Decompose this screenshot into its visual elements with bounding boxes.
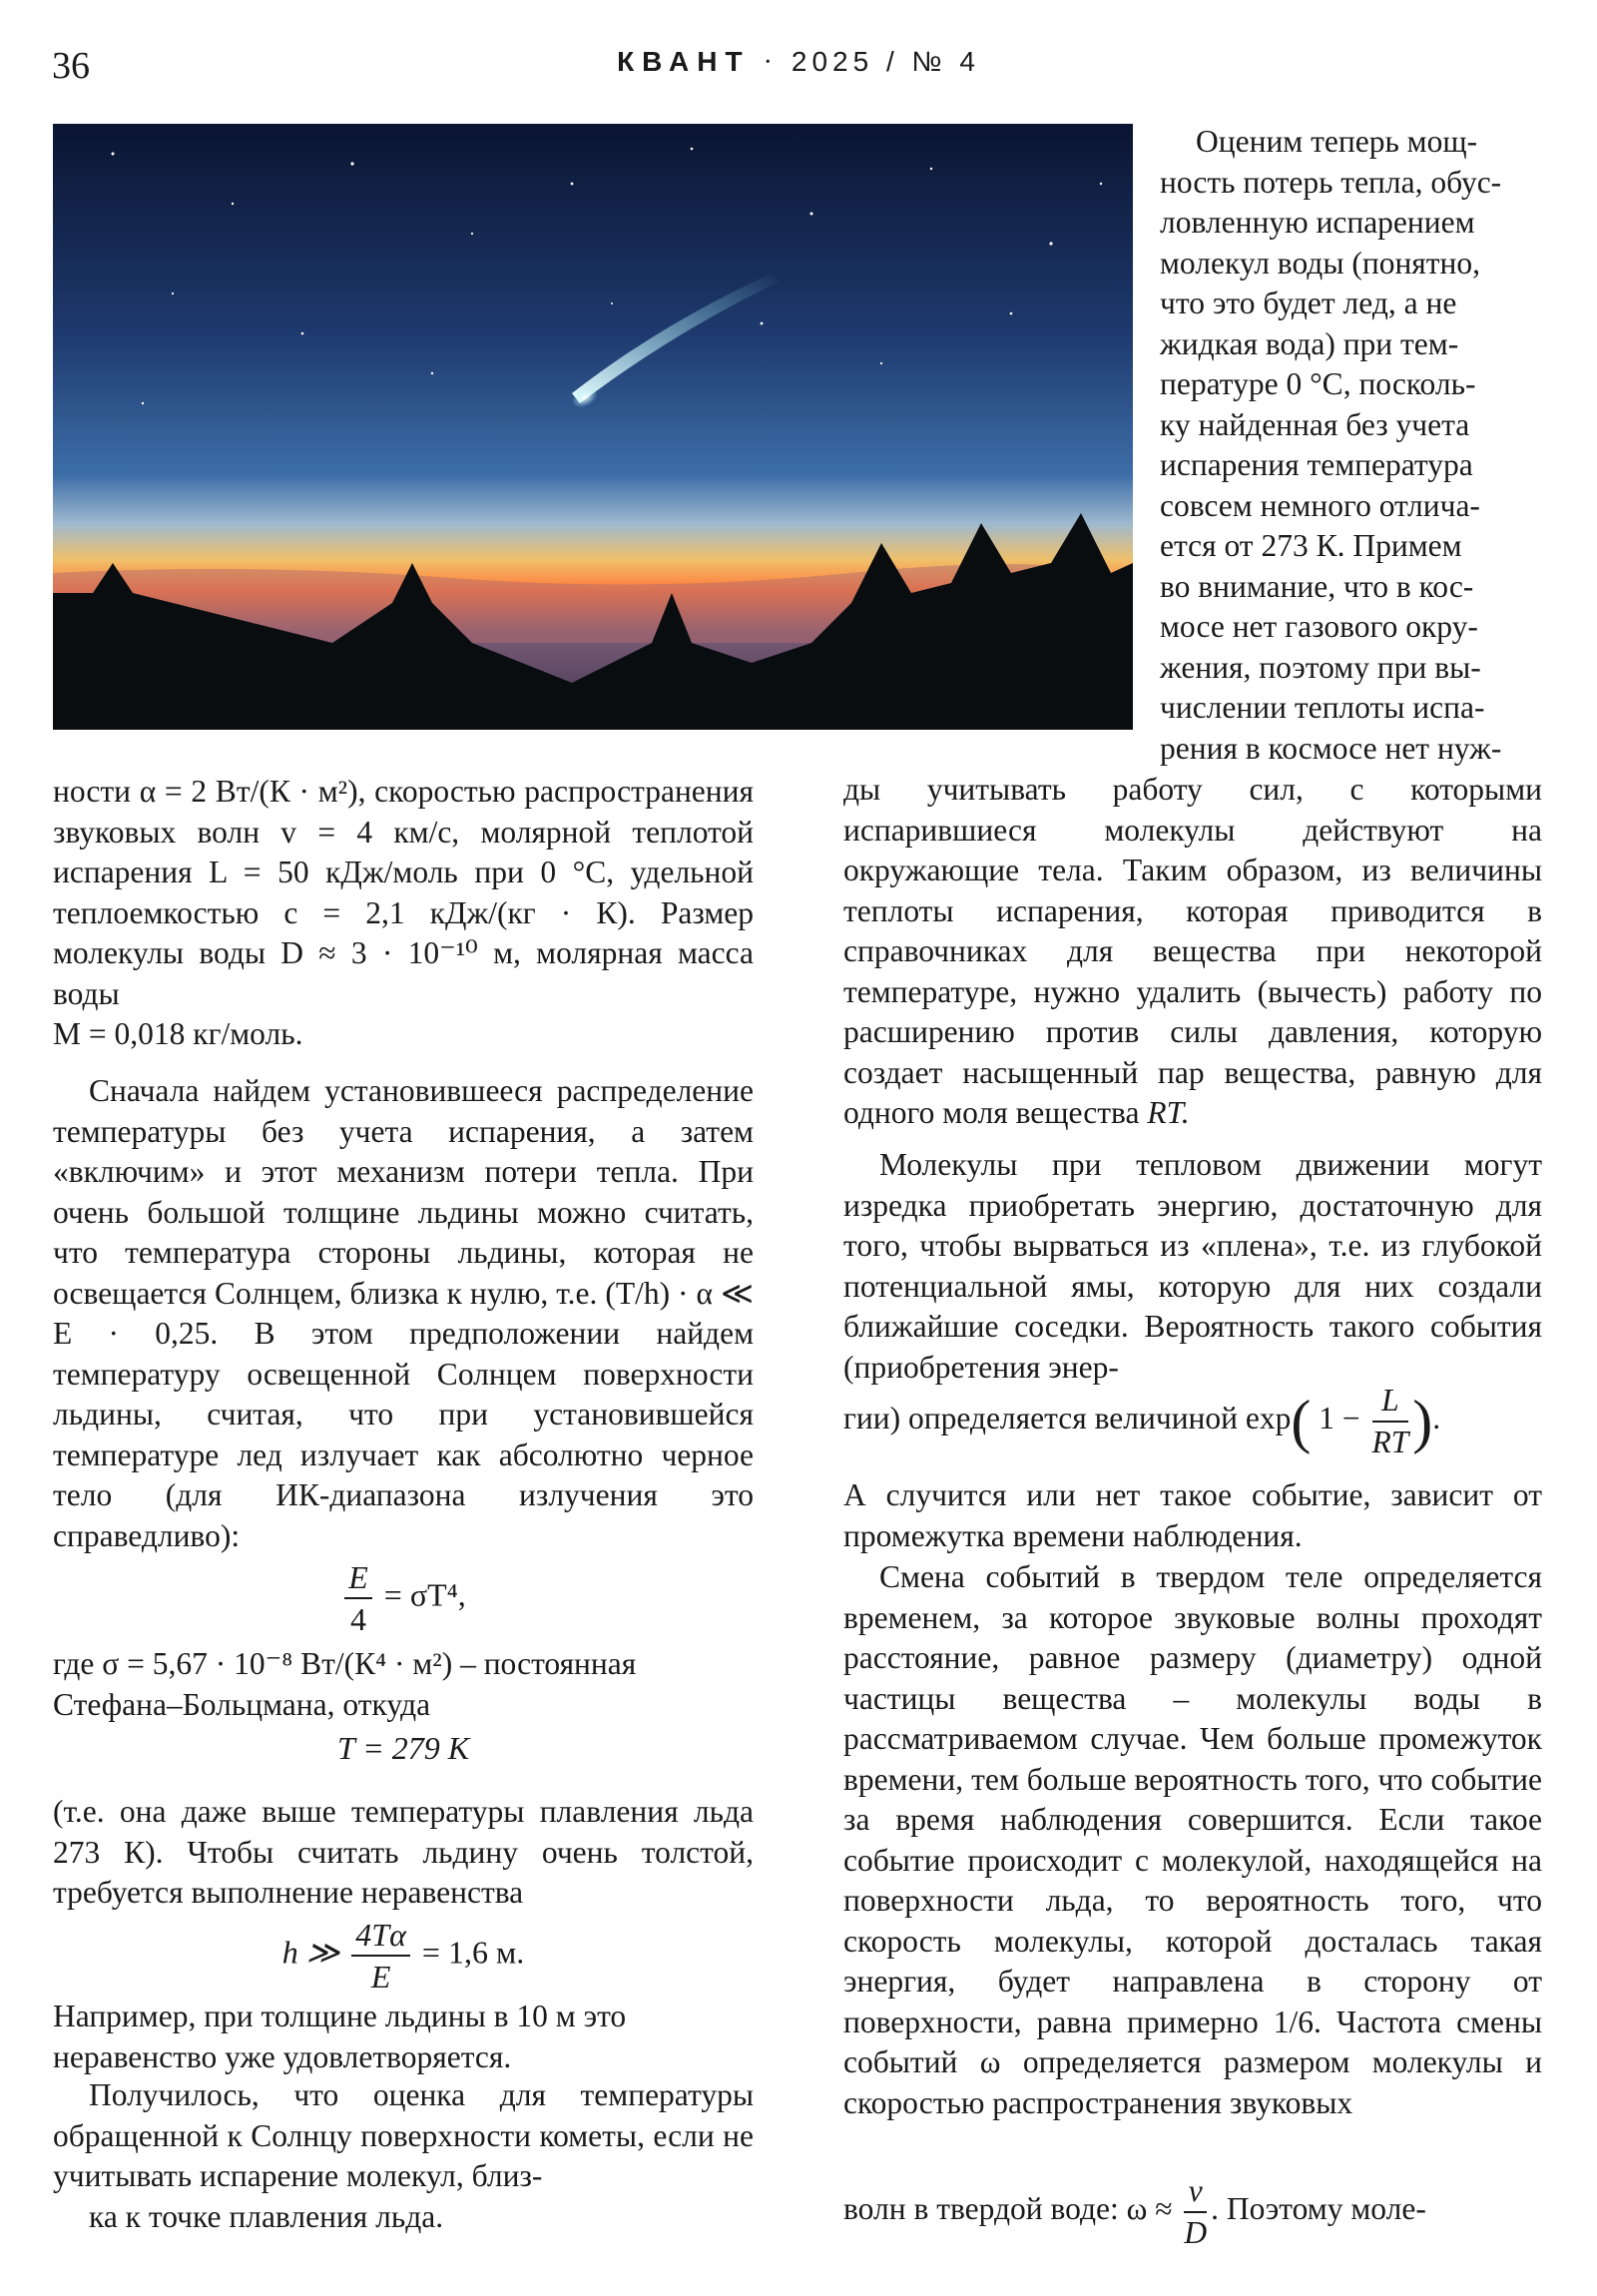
page-number: 36 <box>52 45 90 87</box>
right-intro-lines <box>1160 122 1542 769</box>
intro-line: пературе 0 °С, посколь- <box>1160 366 1476 401</box>
intro-line: жидкая вода) при тем- <box>1160 325 1459 361</box>
omega-fraction: $\frac{v}{D}$ <box>1184 2173 1208 2250</box>
left-paragraph-4: Получилось, что оценка для температуры обращенной к Солнцу поверхности кометы, если не учитывать испарение молекул, близ- ка к точке плавления льда. <box>53 2077 754 2234</box>
running-head <box>0 46 1597 79</box>
issue-number: 2025 / № 4 <box>791 46 980 77</box>
intro-line: числении теплоты испа- <box>1160 690 1485 725</box>
intro-line: жения, поэтому при вы- <box>1160 649 1481 685</box>
intro-line: совсем немного отлича- <box>1160 487 1480 523</box>
intro-line: испарения температура <box>1160 447 1473 482</box>
left-paragraph-0: ности α = 2 Вт/(К · м²), скоростью распространения звуковых волн v = 4 км/с, молярной теплотой испарения L = 50 кДж/моль при 0 °С, удельной теплоемкостью c = 2,1 кДж/(кг · К). Размер молекулы воды D ≈ 3 · 10⁻¹⁰ м, молярная масса воды M = 0,018 кг/моль. <box>53 774 754 1051</box>
exp-fraction: $\frac{L}{RT}$ <box>1371 1383 1409 1459</box>
right-paragraph-2-end: А случится или нет такое событие, зависит от промежутка времени наблюдения. <box>843 1477 1542 1553</box>
intro-line: ку найденная без учета <box>1160 406 1470 442</box>
intro-line: во внимание, что в кос- <box>1160 568 1474 604</box>
right-paragraph-3: Смена событий в твердом теле определяется временем, за которое звуковые волны проходят расстояние, равное размеру (диаметру) одной частицы вещества – молекулы воды в рассматриваемом случае. Чем больше промежуток времени, тем больше вероятность того, что событие за время наблюдения совершится. Если такое событие происходит с молекулой, находящейся на поверхности льда, то вероятность того, что скорость молекулы, которой досталась такая энергия, будет направлена в сторону от поверхности, равна примерно 1/6. Частота смены событий ω определяется размером молекулы и скоростью распространения звуковых <box>843 1559 1542 2120</box>
right-paragraph-2: Молекулы при тепловом движении могут изредка приобретать энергию, достаточную для того, чтобы вырваться из «плена», т.е. из глубокой потенциальной ямы, которую для них создали ближайшие соседки. Вероятность такого события (приобретения энер- <box>843 1147 1542 1385</box>
left-paragraph-1: Сначала найдем установившееся распределение температуры без учета испарения, а затем «включим» и этот механизм потери тепла. При очень большой толщине льдины можно считать, что температура стороны льдины, которая не освещается Солнцем, близка к нулю, т.е. (T/h) · α ≪ E · 0,25. В этом предположении найдем температуру освещенной Солнцем поверхности льдины, считая, что при установившейся температуре лед излучает как абсолютно черное тело (для ИК-диапазона излучения это справедливо): <box>53 1073 754 1553</box>
formula-thickness: h ≫ $\frac{4T\alpha}{E}$ = 1,6 м. <box>281 1917 525 1995</box>
right-paragraph-1-continued: ды учитывать работу сил, с которыми испарившиеся молекулы действуют на окружающие тела. Таким образом, из величины теплоты испарения, которая приводится в справочниках для вещества при некоторой температуре, нужно удалить (вычесть) работу по расширению против силы давления, которую создает насыщенный пар вещества, равную для одного моля вещества RT. <box>843 772 1542 1130</box>
intro-line: ловленную испарением <box>1160 205 1475 240</box>
formula-temperature: T = 279 К <box>336 1730 470 1766</box>
journal-title: КВАНТ <box>617 46 751 77</box>
formula-4ta-over-e: $\frac{4T\alpha}{E}$ <box>351 1915 410 1997</box>
intro-line: мосе нет газового окру- <box>1160 609 1478 644</box>
intro-line: рения в космосе нет нуж- <box>1160 730 1502 766</box>
left-sigma-text: где σ = 5,67 · 10⁻⁸ Вт/(К⁴ · м²) – постоянная Стефана–Больцмана, откуда <box>53 1646 637 1722</box>
formula-e-over-4: $\frac{E}{4}$ <box>344 1557 372 1639</box>
left-paragraph-3: Например, при толщине льдины в 10 м это неравенство уже удовлетворяется. <box>53 1999 627 2074</box>
intro-line: что это будет лед, а не <box>1160 286 1457 320</box>
comet-photo <box>53 124 1133 730</box>
right-paragraph-3-last-line: волн в твердой воде: ω ≈ $\frac{v}{D}$ . Поэтому моле- <box>843 2171 1542 2253</box>
intro-line: молекул воды (понятно, <box>1160 245 1481 281</box>
header-separator: · <box>763 47 779 78</box>
left-paragraph-2: (т.е. она даже выше температуры плавления льда 273 К). Чтобы считать льдину очень толстой, требуется выполнение неравенства <box>53 1794 754 1910</box>
right-exp-formula-line: гии) определяется величиной exp( 1 − $\frac{L}{RT}$ ). <box>843 1381 1542 1462</box>
formula-stefan-boltzmann: $\frac{E}{4}$ = σT⁴, <box>53 1557 754 1639</box>
intro-line: ность потерь тепла, обус- <box>1160 164 1502 200</box>
rt-symbol: RT. <box>1147 1095 1190 1130</box>
intro-line: Оценим теперь мощ- <box>1196 124 1478 159</box>
intro-line: ется от 273 К. Примем <box>1160 528 1462 563</box>
